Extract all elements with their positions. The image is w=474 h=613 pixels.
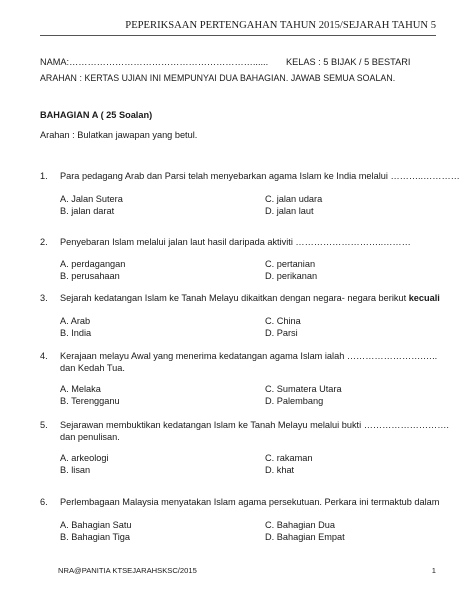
option-a: A. Jalan Sutera bbox=[60, 194, 123, 204]
option-b: B. lisan bbox=[60, 465, 91, 475]
question-text: Perlembagaan Malaysia menyatakan Islam agama persekutuan. Perkara ini termaktub dalam bbox=[60, 497, 440, 507]
question-text-continued: dan penulisan. bbox=[60, 432, 120, 442]
option-d: D. Palembang bbox=[265, 396, 324, 406]
question-number: 1. bbox=[40, 171, 48, 181]
main-instruction: ARAHAN : KERTAS UJIAN INI MEMPUNYAI DUA BAHAGIAN. JAWAB SEMUA SOALAN. bbox=[40, 73, 396, 83]
question-text-emphasis: kecuali bbox=[408, 293, 440, 303]
option-a: A. arkeologi bbox=[60, 453, 109, 463]
page-header: PEPERIKSAAN PERTENGAHAN TAHUN 2015/SEJARAH TAHUN 5 bbox=[125, 20, 436, 31]
option-d: D. jalan laut bbox=[265, 206, 314, 216]
question-number: 2. bbox=[40, 237, 48, 247]
option-b: B. Bahagian Tiga bbox=[60, 532, 130, 542]
option-d: D. khat bbox=[265, 465, 295, 475]
option-a: A. Bahagian Satu bbox=[60, 520, 132, 530]
question-text: Para pedagang Arab dan Parsi telah menyebarkan agama Islam ke India melalui ………..………… bbox=[60, 171, 460, 181]
option-b: B. perusahaan bbox=[60, 271, 120, 281]
option-c: C. Sumatera Utara bbox=[265, 384, 342, 394]
question-text bbox=[60, 293, 440, 303]
option-d: D. Bahagian Empat bbox=[265, 532, 345, 542]
footer-text: NRA@PANITIA KTSEJARAHSKSC/2015 bbox=[58, 566, 197, 575]
option-a: A. perdagangan bbox=[60, 259, 126, 269]
class-field: KELAS : 5 BIJAK / 5 BESTARI bbox=[286, 57, 411, 67]
option-c: C. Bahagian Dua bbox=[265, 520, 335, 530]
option-b: B. jalan darat bbox=[60, 206, 115, 216]
option-b: B. Terengganu bbox=[60, 396, 120, 406]
option-c: C. jalan udara bbox=[265, 194, 323, 204]
section-instruction: Arahan : Bulatkan jawapan yang betul. bbox=[40, 130, 198, 140]
option-b: B. India bbox=[60, 328, 92, 338]
question-text: Penyebaran Islam melalui jalan laut hasil daripada aktiviti ………………………..……… bbox=[60, 237, 411, 247]
student-name-field: NAMA:……………………………………………………...... bbox=[40, 57, 269, 67]
option-a: A. Arab bbox=[60, 316, 91, 326]
page-number: 1 bbox=[431, 566, 436, 575]
question-number: 4. bbox=[40, 351, 48, 361]
option-d: D. perikanan bbox=[265, 271, 318, 281]
question-text: Kerajaan melayu Awal yang menerima kedatangan agama Islam ialah …………………….….. bbox=[60, 351, 438, 361]
option-c: C. pertanian bbox=[265, 259, 316, 269]
question-text-continued: dan Kedah Tua. bbox=[60, 363, 125, 373]
option-c: C. rakaman bbox=[265, 453, 313, 463]
option-a: A. Melaka bbox=[60, 384, 101, 394]
question-number: 6. bbox=[40, 497, 48, 507]
section-title: BAHAGIAN A ( 25 Soalan) bbox=[40, 110, 153, 120]
question-text: Sejarawan membuktikan kedatangan Islam ke Tanah Melayu melalui bukti ………………………. bbox=[60, 420, 449, 430]
question-text-main: Sejarah kedatangan Islam ke Tanah Melayu dikaitkan dengan negara- negara berikut bbox=[60, 293, 409, 303]
question-number: 5. bbox=[40, 420, 48, 430]
question-number: 3. bbox=[40, 293, 48, 303]
header-rule bbox=[40, 35, 436, 36]
option-c: C. China bbox=[265, 316, 301, 326]
option-d: D. Parsi bbox=[265, 328, 298, 338]
